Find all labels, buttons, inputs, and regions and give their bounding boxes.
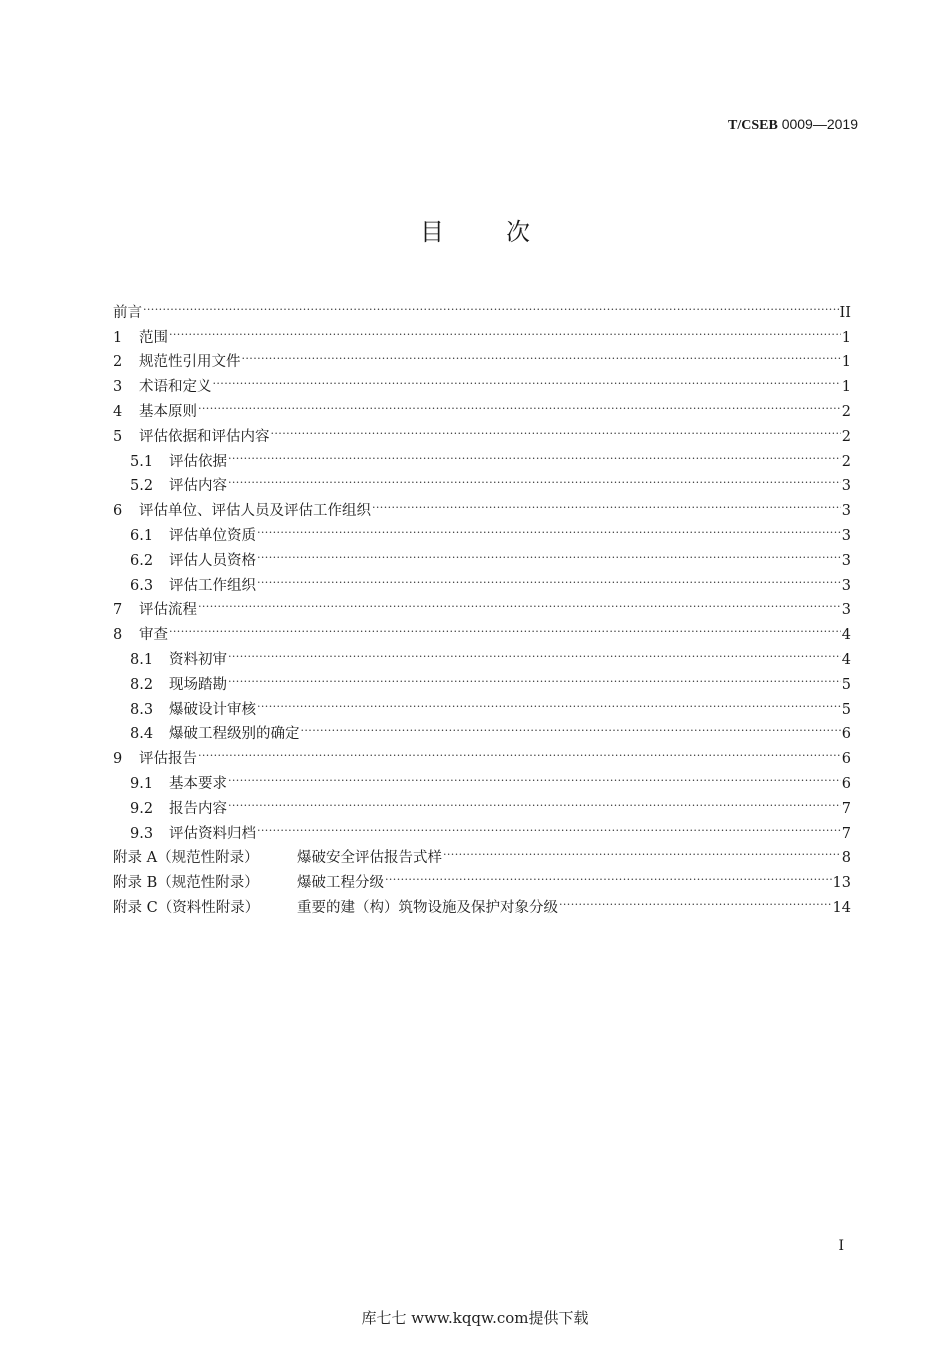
download-footer: 库七七 www.kqqw.com提供下载 — [361, 1309, 589, 1327]
toc-entry-title: 范围 — [139, 329, 168, 346]
toc-entry-title: 基本要求 — [169, 775, 227, 792]
toc-entry-page: 3 — [841, 527, 851, 544]
toc-entry-page: 2 — [841, 428, 851, 445]
toc-dot-leader — [198, 391, 841, 416]
toc-entry-number: 2 — [113, 354, 123, 371]
toc-entry-number: 8 — [113, 627, 123, 644]
toc-entry-title: 术语和定义 — [139, 379, 212, 396]
toc-entry-title: 评估单位、评估人员及评估工作组织 — [139, 503, 371, 520]
toc-entry-title: 评估资料归档 — [169, 825, 256, 842]
toc-entry-page: 13 — [832, 875, 851, 892]
toc-entry-title: 评估报告 — [139, 751, 197, 768]
toc-dot-leader — [228, 466, 841, 491]
toc-dot-leader — [257, 565, 841, 590]
toc-dot-leader — [385, 862, 832, 887]
toc-dot-leader — [257, 813, 841, 838]
toc-dot-leader — [228, 441, 841, 466]
toc-entry-number: 9 — [113, 751, 123, 768]
standard-code — [728, 116, 858, 134]
toc-entry-number: 6.1 — [130, 527, 154, 544]
toc-entry-page: 3 — [841, 478, 851, 495]
toc-entry[interactable] — [113, 342, 851, 371]
toc-entry-number: 6.3 — [130, 577, 154, 594]
toc-dot-leader — [257, 689, 841, 714]
toc-entry[interactable] — [113, 391, 851, 420]
toc-entry-page: 1 — [841, 379, 851, 396]
toc-entry-title: 评估人员资格 — [169, 552, 256, 569]
toc-entry-page: 3 — [841, 602, 851, 619]
toc-entry[interactable] — [113, 614, 851, 644]
toc-entry-number: 3 — [113, 379, 123, 396]
toc-entry-number: 7 — [113, 602, 123, 619]
toc-entry[interactable] — [113, 639, 851, 668]
toc-entry-title: 评估内容 — [169, 478, 227, 495]
toc-entry-page: 3 — [841, 552, 851, 569]
toc-entry-page: 14 — [832, 899, 851, 916]
toc-entry-number: 5.1 — [130, 453, 154, 470]
standard-code-number: 0009—2019 — [777, 116, 858, 132]
toc-entry-number: 9.3 — [130, 825, 154, 842]
toc-dot-leader — [198, 738, 841, 763]
toc-entry-page: 1 — [841, 329, 851, 346]
toc-dot-leader — [257, 540, 841, 565]
page-number: I — [838, 1238, 844, 1254]
toc-dot-leader — [228, 788, 841, 813]
toc-dot-leader — [443, 838, 841, 863]
toc-entry-page: 3 — [841, 503, 851, 520]
toc-entry-title: 报告内容 — [169, 800, 227, 817]
title-char-2: 次 — [506, 218, 530, 246]
toc-entry-appendix-label: 附录 A（规范性附录） — [113, 850, 259, 867]
toc-entry-page: 5 — [841, 676, 851, 693]
toc-entry-title: 爆破设计审核 — [169, 701, 256, 718]
toc-entry-appendix-label: 附录 C（资料性附录） — [113, 899, 260, 916]
toc-entry[interactable] — [113, 317, 851, 346]
toc-dot-leader — [228, 639, 841, 664]
toc-dot-leader — [228, 763, 841, 788]
toc-entry-number: 4 — [113, 403, 123, 420]
table-of-contents — [113, 292, 851, 916]
toc-dot-leader — [242, 342, 841, 367]
toc-entry-number: 6 — [113, 503, 123, 520]
toc-entry-title: 审查 — [139, 627, 168, 644]
toc-entry-number: 1 — [113, 329, 123, 346]
toc-entry-page: II — [839, 304, 851, 321]
toc-entry-page: 6 — [841, 751, 851, 768]
toc-entry[interactable] — [113, 590, 851, 619]
toc-entry-number: 6.2 — [130, 552, 154, 569]
toc-entry-page: 3 — [841, 577, 851, 594]
toc-entry-appendix-label: 附录 B（规范性附录） — [113, 875, 259, 892]
toc-entry-title: 现场踏勘 — [169, 676, 227, 693]
toc-entry-title: 评估流程 — [139, 602, 197, 619]
toc-dot-leader — [169, 614, 841, 639]
toc-entry[interactable] — [113, 366, 851, 396]
toc-entry-number: 5.2 — [130, 478, 154, 495]
toc-entry-page: 8 — [841, 850, 851, 867]
toc-entry-title: 评估单位资质 — [169, 527, 256, 544]
toc-dot-leader — [213, 366, 841, 391]
standard-code-prefix: T/CSEB — [728, 118, 778, 133]
toc-dot-leader — [271, 416, 841, 441]
toc-entry-page: 4 — [841, 627, 851, 644]
toc-entry-page: 2 — [841, 403, 851, 420]
toc-entry-title: 资料初审 — [169, 651, 227, 668]
toc-entry-page: 1 — [841, 354, 851, 371]
toc-entry-number: 8.3 — [130, 701, 154, 718]
toc-entry-title: 基本原则 — [139, 403, 197, 420]
toc-entry-page: 4 — [841, 651, 851, 668]
toc-entry-page: 5 — [841, 701, 851, 718]
toc-entry-title: 评估依据和评估内容 — [139, 428, 270, 445]
toc-entry-title: 评估依据 — [169, 453, 227, 470]
toc-entry-title: 爆破安全评估报告式样 — [297, 850, 442, 867]
toc-entry[interactable] — [113, 416, 851, 445]
toc-dot-leader — [198, 590, 841, 615]
toc-dot-leader — [257, 515, 841, 540]
toc-entry-number: 8.1 — [130, 651, 154, 668]
toc-dot-leader — [228, 664, 841, 689]
toc-entry-page: 7 — [841, 800, 851, 817]
toc-dot-leader — [143, 292, 839, 317]
toc-entry-title: 爆破工程分级 — [297, 875, 384, 892]
toc-entry-title: 评估工作组织 — [169, 577, 256, 594]
toc-entry-number: 8.2 — [130, 676, 154, 693]
toc-entry-number: 8.4 — [130, 726, 154, 743]
toc-entry-page: 7 — [841, 825, 851, 842]
toc-entry-number: 5 — [113, 428, 123, 445]
page-title — [0, 212, 950, 247]
toc-entry-page: 6 — [841, 775, 851, 792]
toc-entry-page: 6 — [841, 726, 851, 743]
toc-entry-number: 9.2 — [130, 800, 154, 817]
title-char-1: 目 — [420, 218, 444, 246]
toc-dot-leader — [372, 490, 841, 515]
toc-entry-title: 重要的建（构）筑物设施及保护对象分级 — [297, 899, 558, 916]
toc-entry[interactable] — [113, 738, 851, 768]
toc-entry-title: 爆破工程级别的确定 — [169, 726, 300, 743]
toc-entry-page: 2 — [841, 453, 851, 470]
toc-entry[interactable] — [113, 763, 851, 792]
toc-dot-leader — [301, 714, 841, 739]
toc-dot-leader — [559, 887, 832, 912]
toc-entry-number: 9.1 — [130, 775, 154, 792]
toc-entry-title: 规范性引用文件 — [139, 354, 241, 371]
toc-dot-leader — [169, 317, 841, 342]
toc-entry-title: 前言 — [113, 304, 142, 321]
toc-entry[interactable] — [113, 292, 851, 321]
